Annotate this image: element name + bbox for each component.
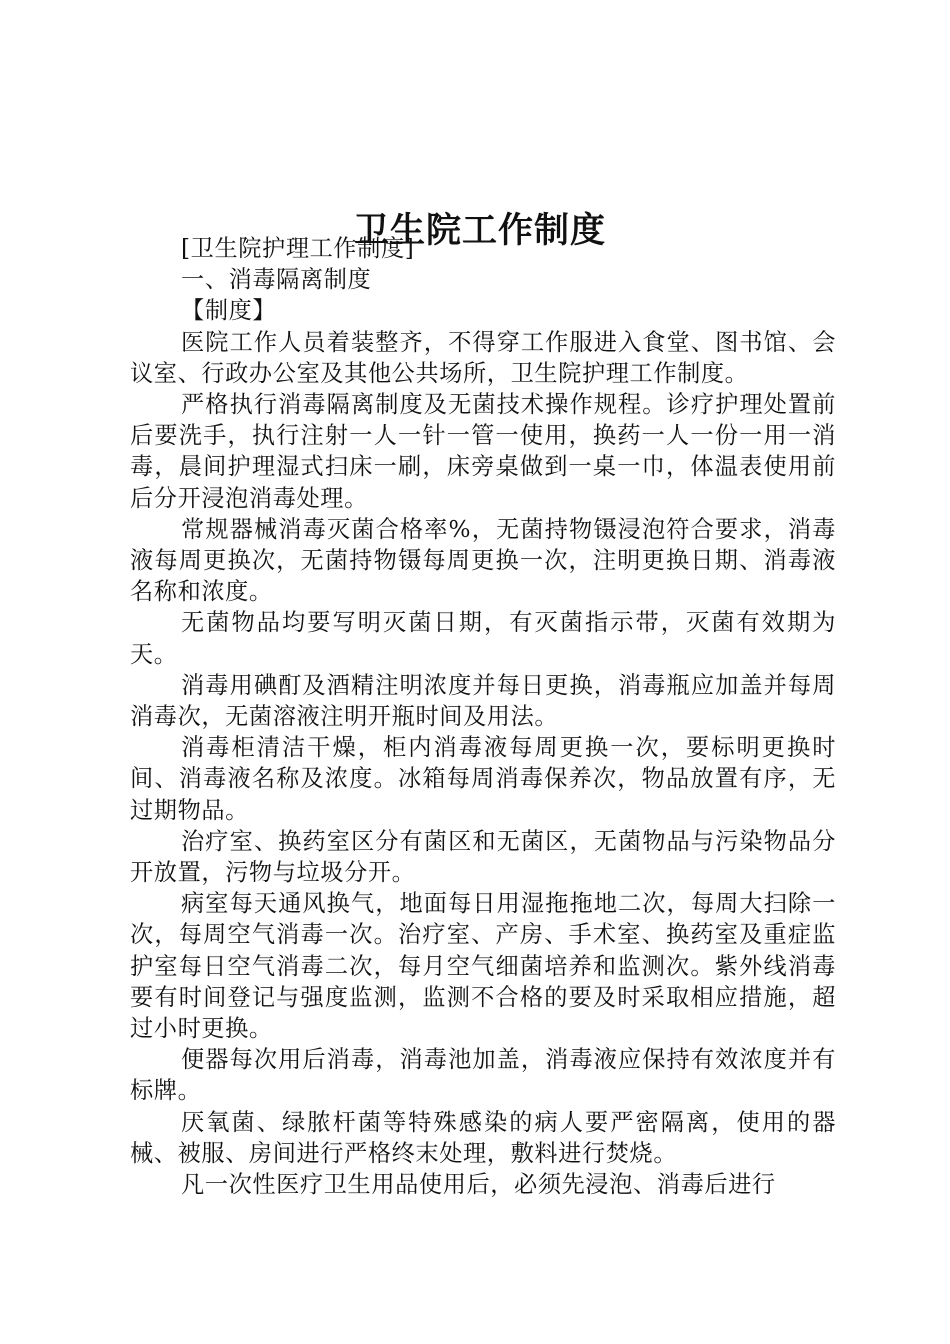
document-body <box>130 233 836 1200</box>
subsection-label: 【制度】 <box>181 297 277 325</box>
body-paragraph: 凡一次性医疗卫生用品使用后，必须先浸泡、消毒后进行 <box>181 1171 776 1199</box>
body-paragraph: 严格执行消毒隔离制度及无菌技术操作规程。诊疗护理处置前后要洗手，执行注射一人一针一管一使用，换药一人一份一用一消毒，晨间护理湿式扫床一刷，床旁桌做到一桌一巾，体温表使用前后分开浸泡消毒处理。 <box>130 391 836 512</box>
section-heading: 一、消毒隔离制度 <box>181 266 372 294</box>
body-paragraph: 便器每次用后消毒，消毒池加盖，消毒液应保持有效浓度并有标牌。 <box>130 1046 836 1105</box>
subtitle-paragraph: [卫生院护理工作制度] <box>181 235 415 262</box>
body-paragraph: 消毒用碘酊及酒精注明浓度并每日更换，消毒瓶应加盖并每周消毒次，无菌溶液注明开瓶时间及用法。 <box>130 671 836 731</box>
body-paragraph: 病室每天通风换气，地面每日用湿拖拖地二次，每周大扫除一次，每周空气消毒一次。治疗室、产房、手术室、换药室及重症监护室每日空气消毒二次，每月空气细菌培养和监测次。紫外线消毒要有时间登记与强度监测，监测不合格的要及时采取相应措施，超过小时更换。 <box>130 890 836 1043</box>
body-paragraph: 厌氧菌、绿脓杆菌等特殊感染的病人要严密隔离，使用的器械、被服、房间进行严格终末处理，敷料进行焚烧。 <box>130 1108 836 1167</box>
body-paragraph: 消毒柜清洁干燥，柜内消毒液每周更换一次，要标明更换时间、消毒液名称及浓度。冰箱每周消毒保养次，物品放置有序，无过期物品。 <box>130 734 836 824</box>
body-paragraph: 医院工作人员着装整齐，不得穿工作服进入食堂、图书馆、会议室、行政办公室及其他公共场所，卫生院护理工作制度。 <box>130 328 836 387</box>
body-paragraph: 无菌物品均要写明灭菌日期，有灭菌指示带，灭菌有效期为天。 <box>130 609 836 668</box>
body-paragraph: 常规器械消毒灭菌合格率%，无菌持物镊浸泡符合要求，消毒液每周更换次，无菌持物镊每周更换一次，注明更换日期、消毒液名称和浓度。 <box>130 515 836 606</box>
page-title: 卫生院工作制度 <box>353 210 606 252</box>
body-paragraph: 治疗室、换药室区分有菌区和无菌区，无菌物品与污染物品分开放置，污物与垃圾分开。 <box>130 827 836 887</box>
